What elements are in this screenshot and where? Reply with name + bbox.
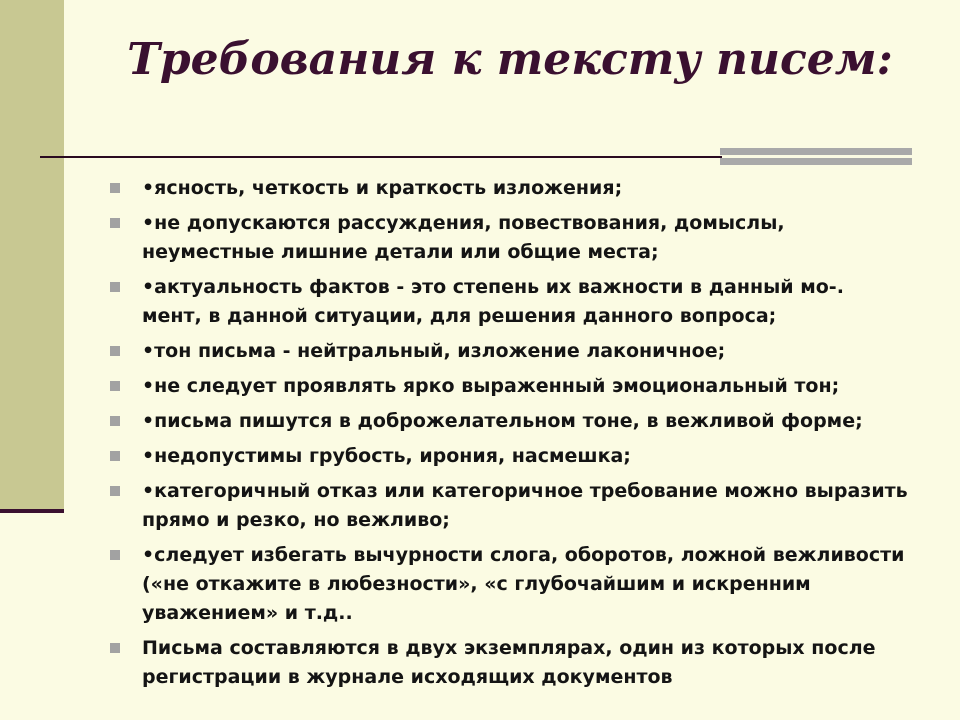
- list-item-text: •категоричный отказ или категоричное требование можно выразить прямо и резко, но вежливо;: [142, 480, 908, 531]
- list-item: [110, 442, 910, 471]
- side-decoration-bar: [0, 0, 64, 511]
- list-item-text: •ясность, четкость и краткость изложения;: [142, 177, 623, 199]
- list-item-text: •письма пишутся в доброжелательном тоне, в вежливой форме;: [142, 410, 863, 432]
- slide-title: Требования к тексту писем:: [127, 34, 893, 85]
- list-item-text: •актуальность фактов - это степень их важности в данный мо-. мент, в данной ситуации, для решения данного вопроса;: [142, 276, 844, 327]
- square-bullet-icon: [110, 416, 120, 426]
- list-item: [110, 407, 910, 436]
- accent-band: [720, 148, 912, 155]
- square-bullet-icon: [110, 218, 120, 228]
- list-item-text: Письма составляются в двух экземплярах, один из которых после регистрации в журнале исходящих документов: [142, 637, 876, 688]
- list-item: [110, 273, 910, 331]
- square-bullet-icon: [110, 486, 120, 496]
- square-bullet-icon: [110, 550, 120, 560]
- side-bar-rule: [0, 509, 64, 513]
- square-bullet-icon: [110, 282, 120, 292]
- list-item-text: •следует избегать вычурности слога, оборотов, ложной вежливости («не откажите в любезности», «с глубочайшим и искренним уважением» и т.д..: [142, 544, 905, 624]
- list-item: [110, 337, 910, 366]
- list-item-text: •тон письма - нейтральный, изложение лаконичное;: [142, 340, 726, 362]
- list-item-text: •не допускаются рассуждения, повествования, домыслы, неуместные лишние детали или общие места;: [142, 212, 785, 263]
- list-item-text: •недопустимы грубость, ирония, насмешка;: [142, 445, 631, 467]
- square-bullet-icon: [110, 346, 120, 356]
- list-item: [110, 541, 910, 628]
- title-divider-accent: [720, 148, 912, 166]
- requirements-list: [110, 174, 910, 698]
- list-item: [110, 634, 910, 692]
- list-item: [110, 372, 910, 401]
- square-bullet-icon: [110, 451, 120, 461]
- title-divider: [40, 156, 722, 158]
- list-item: [110, 209, 910, 267]
- accent-band: [720, 158, 912, 165]
- list-item: [110, 174, 910, 203]
- list-item-text: •не следует проявлять ярко выраженный эмоциональный тон;: [142, 375, 840, 397]
- list-item: [110, 477, 910, 535]
- square-bullet-icon: [110, 183, 120, 193]
- square-bullet-icon: [110, 643, 120, 653]
- square-bullet-icon: [110, 381, 120, 391]
